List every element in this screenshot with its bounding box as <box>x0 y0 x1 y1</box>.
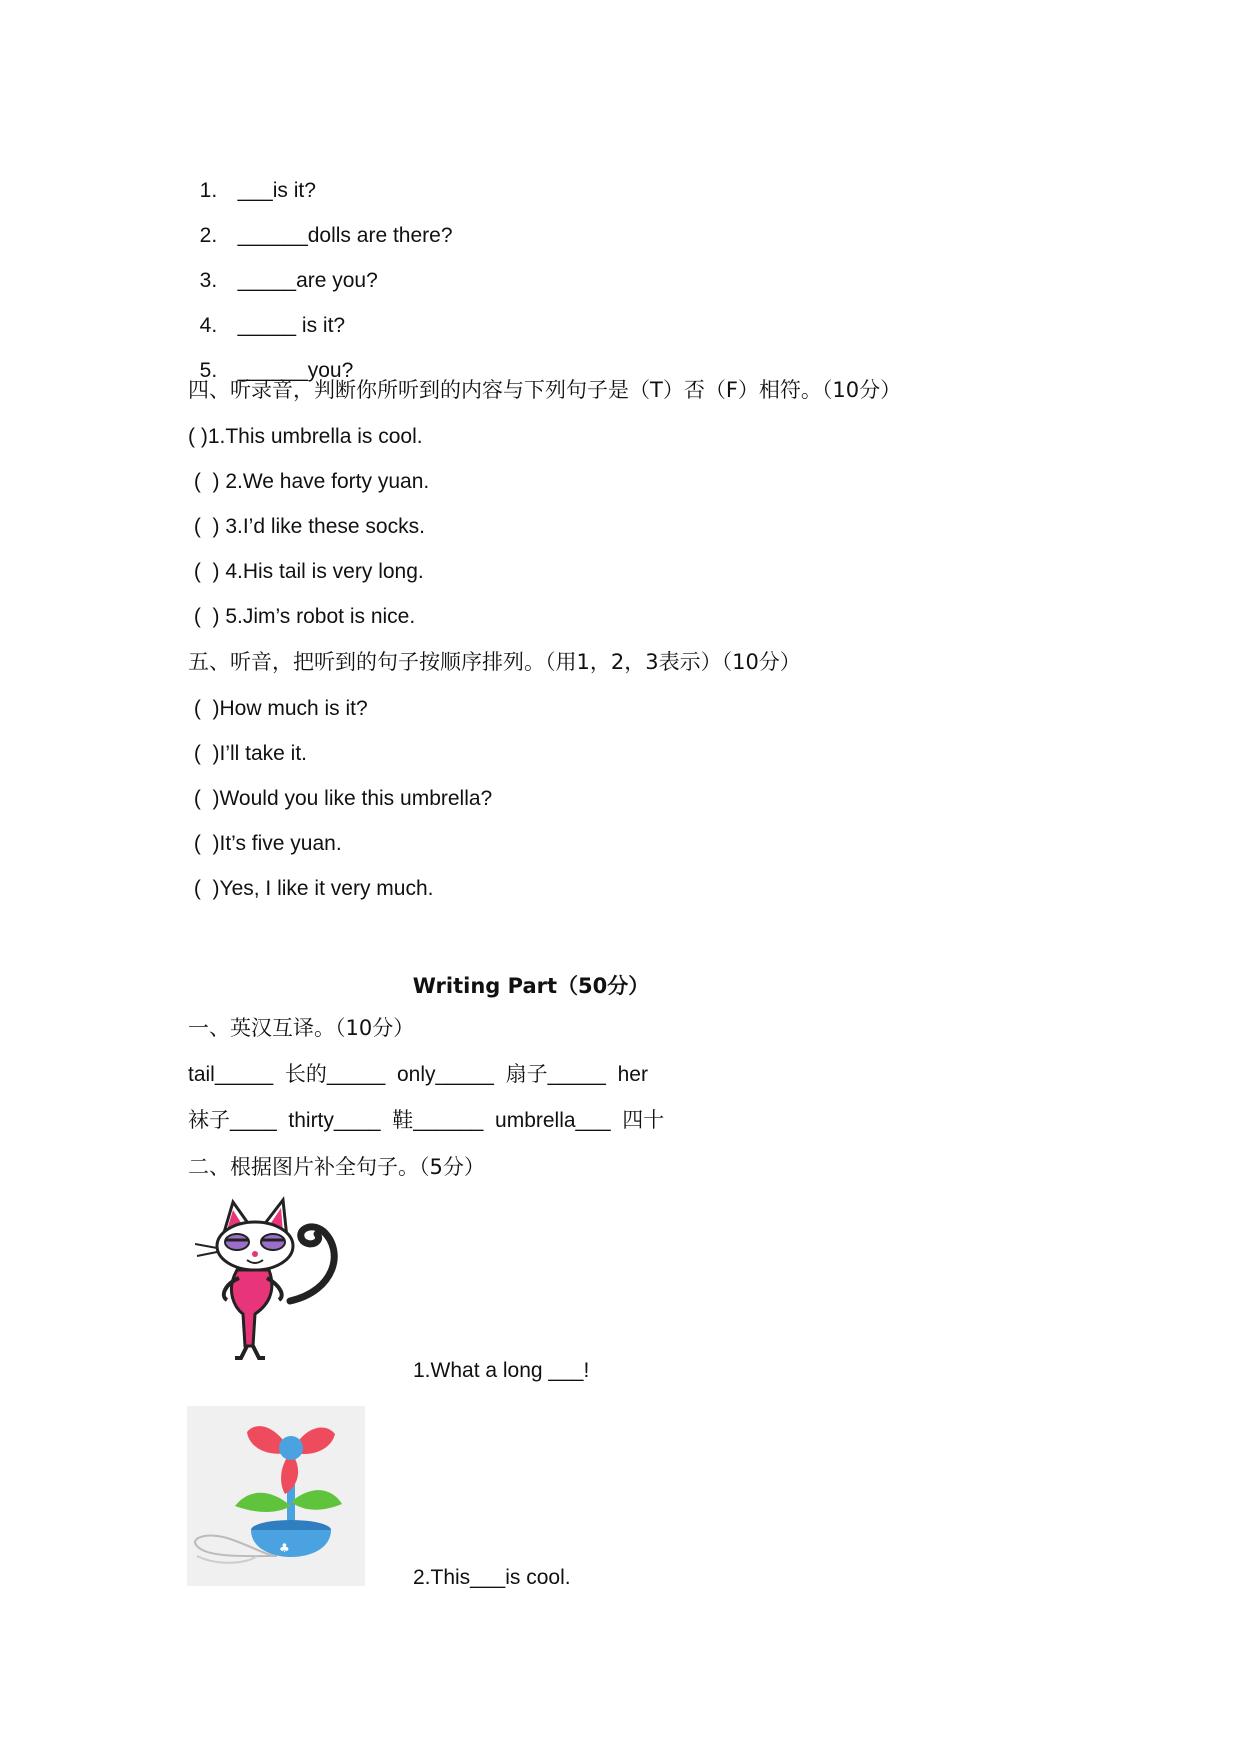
section5-item-3: ( )Would you like this umbrella? <box>188 787 493 810</box>
question-text: ______you? <box>237 359 354 382</box>
writing-section2-title: 二、根据图片补全句子。（5分） <box>188 1155 485 1179</box>
section5-item-2: ( )I’ll take it. <box>188 742 308 765</box>
section4-title: 四、听录音，判断你所听到的内容与下列句子是（T）否（F）相符。（10分） <box>188 378 902 402</box>
cat-image <box>195 1196 355 1361</box>
question-text: ______dolls are there? <box>237 224 453 247</box>
section4-item-3: ( ) 3.I’d like these socks. <box>188 515 425 538</box>
question-number: 1. <box>199 179 218 202</box>
section5-item-1: ( )How much is it? <box>188 697 368 720</box>
translation-row-1: tail_____ 长的_____ only_____ 扇子_____ her <box>188 1063 648 1086</box>
section5-title: 五、听音，把听到的句子按顺序排列。（用1，2，3表示）（10分） <box>188 650 801 674</box>
translation-row-2: 袜子____ thirty____ 鞋______ umbrella___ 四十 <box>188 1109 665 1132</box>
question-text: ___is it? <box>237 179 316 202</box>
writing-section1-title: 一、英汉互译。（10分） <box>188 1016 415 1040</box>
question-text: _____ is it? <box>237 314 346 337</box>
picture-question-1: 1.What a long ___! <box>413 1359 590 1382</box>
question-number: 4. <box>199 314 218 337</box>
question-text: _____are you? <box>237 269 378 292</box>
question-number: 2. <box>199 224 218 247</box>
section5-item-5: ( )Yes, I like it very much. <box>188 877 434 900</box>
question-number: 3. <box>199 269 218 292</box>
section4-item-2: ( ) 2.We have forty yuan. <box>188 470 430 493</box>
section4-item-1: ( )1.This umbrella is cool. <box>188 425 423 448</box>
svg-text:♣: ♣ <box>279 1541 290 1555</box>
writing-part-title: Writing Part（50分） <box>412 974 650 998</box>
question-number: 5. <box>199 359 218 382</box>
picture-question-2: 2.This___is cool. <box>413 1566 571 1589</box>
fan-image <box>187 1406 365 1586</box>
section4-item-4: ( ) 4.His tail is very long. <box>188 560 424 583</box>
section5-item-4: ( )It’s five yuan. <box>188 832 342 855</box>
section4-item-5: ( ) 5.Jim’s robot is nice. <box>188 605 416 628</box>
